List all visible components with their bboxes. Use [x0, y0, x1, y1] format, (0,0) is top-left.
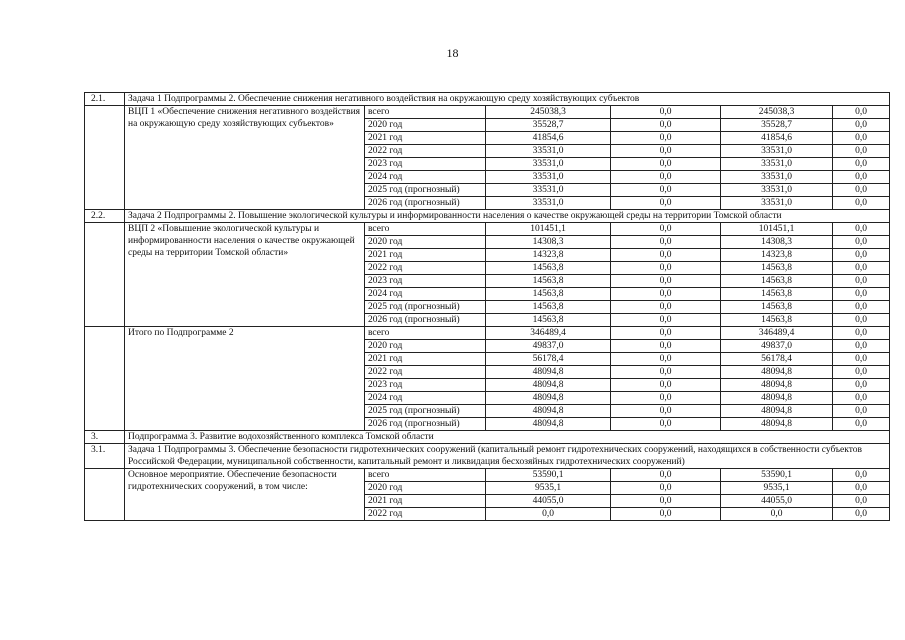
amount-cell: 0,0 — [611, 314, 721, 327]
amount-cell: 0,0 — [833, 495, 890, 508]
amount-cell: 101451,1 — [721, 223, 833, 236]
period-cell: 2026 год (прогнозный) — [365, 197, 486, 210]
section-row — [85, 210, 890, 223]
amount-cell: 0,0 — [833, 223, 890, 236]
amount-cell: 33531,0 — [486, 145, 611, 158]
amount-cell: 33531,0 — [486, 171, 611, 184]
amount-cell: 0,0 — [833, 106, 890, 119]
amount-cell: 14563,8 — [721, 314, 833, 327]
amount-cell: 0,0 — [611, 249, 721, 262]
amount-cell: 49837,0 — [486, 340, 611, 353]
amount-cell: 0,0 — [611, 495, 721, 508]
amount-cell: 0,0 — [611, 158, 721, 171]
amount-cell: 0,0 — [833, 353, 890, 366]
amount-cell: 0,0 — [833, 405, 890, 418]
program-name: ВЦП 2 «Повышение экологической культуры и информированности населения о качестве окружающей среды на территории Томской области» — [125, 223, 365, 327]
amount-cell: 0,0 — [611, 418, 721, 431]
amount-cell: 49837,0 — [721, 340, 833, 353]
period-cell: 2020 год — [365, 119, 486, 132]
period-cell: 2023 год — [365, 158, 486, 171]
amount-cell: 14563,8 — [486, 314, 611, 327]
amount-cell: 0,0 — [611, 508, 721, 521]
period-cell: 2021 год — [365, 249, 486, 262]
amount-cell: 48094,8 — [486, 418, 611, 431]
amount-cell: 53590,1 — [721, 469, 833, 482]
amount-cell: 14323,8 — [721, 249, 833, 262]
amount-cell: 14563,8 — [486, 301, 611, 314]
amount-cell: 0,0 — [833, 469, 890, 482]
amount-cell: 56178,4 — [486, 353, 611, 366]
amount-cell: 0,0 — [611, 469, 721, 482]
period-cell: 2024 год — [365, 171, 486, 184]
amount-cell: 0,0 — [833, 145, 890, 158]
period-cell: 2026 год (прогнозный) — [365, 314, 486, 327]
amount-cell: 33531,0 — [486, 197, 611, 210]
program-name: Основное мероприятие. Обеспечение безопасности гидротехнических сооружений, в том числе: — [125, 469, 365, 521]
section-title: Подпрограмма 3. Развитие водохозяйственного комплекса Томской области — [125, 431, 890, 444]
period-cell: 2021 год — [365, 132, 486, 145]
amount-cell: 0,0 — [611, 132, 721, 145]
amount-cell: 0,0 — [611, 223, 721, 236]
period-cell: 2023 год — [365, 275, 486, 288]
amount-cell: 14308,3 — [721, 236, 833, 249]
amount-cell: 0,0 — [611, 106, 721, 119]
amount-cell: 35528,7 — [721, 119, 833, 132]
amount-cell: 0,0 — [486, 508, 611, 521]
period-cell: 2025 год (прогнозный) — [365, 184, 486, 197]
amount-cell: 14563,8 — [486, 275, 611, 288]
amount-cell: 33531,0 — [486, 184, 611, 197]
table-row — [85, 327, 890, 340]
amount-cell: 9535,1 — [721, 482, 833, 495]
amount-cell: 0,0 — [833, 418, 890, 431]
amount-cell: 245038,3 — [486, 106, 611, 119]
amount-cell: 14563,8 — [486, 262, 611, 275]
period-cell: всего — [365, 327, 486, 340]
amount-cell: 0,0 — [611, 366, 721, 379]
amount-cell: 33531,0 — [721, 171, 833, 184]
amount-cell: 0,0 — [833, 236, 890, 249]
code-cell-empty — [85, 223, 125, 327]
amount-cell: 44055,0 — [486, 495, 611, 508]
code-cell-empty — [85, 469, 125, 521]
amount-cell: 0,0 — [611, 353, 721, 366]
period-cell: всего — [365, 223, 486, 236]
amount-cell: 14563,8 — [721, 288, 833, 301]
amount-cell: 48094,8 — [486, 379, 611, 392]
code-cell-empty — [85, 327, 125, 431]
period-cell: 2020 год — [365, 236, 486, 249]
amount-cell: 0,0 — [833, 275, 890, 288]
table-row — [85, 223, 890, 236]
section-row — [85, 444, 890, 469]
amount-cell: 0,0 — [611, 379, 721, 392]
amount-cell: 0,0 — [611, 236, 721, 249]
period-cell: 2024 год — [365, 392, 486, 405]
period-cell: всего — [365, 106, 486, 119]
amount-cell: 101451,1 — [486, 223, 611, 236]
period-cell: 2022 год — [365, 145, 486, 158]
amount-cell: 14563,8 — [721, 301, 833, 314]
amount-cell: 48094,8 — [721, 418, 833, 431]
period-cell: 2024 год — [365, 288, 486, 301]
code-cell-empty — [85, 106, 125, 210]
amount-cell: 53590,1 — [486, 469, 611, 482]
section-title: Задача 1 Подпрограммы 2. Обеспечение снижения негативного воздействия на окружающую среду хозяйствующих субъектов — [125, 93, 890, 106]
section-row — [85, 93, 890, 106]
period-cell: 2022 год — [365, 366, 486, 379]
amount-cell: 44055,0 — [721, 495, 833, 508]
period-cell: всего — [365, 469, 486, 482]
amount-cell: 0,0 — [833, 197, 890, 210]
period-cell: 2026 год (прогнозный) — [365, 418, 486, 431]
period-cell: 2025 год (прогнозный) — [365, 301, 486, 314]
amount-cell: 0,0 — [833, 249, 890, 262]
amount-cell: 0,0 — [611, 482, 721, 495]
program-name: Итого по Подпрограмме 2 — [125, 327, 365, 431]
table-row — [85, 106, 890, 119]
amount-cell: 0,0 — [833, 262, 890, 275]
amount-cell: 48094,8 — [486, 405, 611, 418]
amount-cell: 0,0 — [611, 301, 721, 314]
amount-cell: 0,0 — [833, 158, 890, 171]
amount-cell: 9535,1 — [486, 482, 611, 495]
amount-cell: 0,0 — [833, 508, 890, 521]
amount-cell: 35528,7 — [486, 119, 611, 132]
amount-cell: 14563,8 — [721, 262, 833, 275]
amount-cell: 0,0 — [611, 184, 721, 197]
amount-cell: 0,0 — [611, 275, 721, 288]
amount-cell: 0,0 — [833, 379, 890, 392]
amount-cell: 14563,8 — [721, 275, 833, 288]
period-cell: 2023 год — [365, 379, 486, 392]
amount-cell: 0,0 — [833, 288, 890, 301]
section-code: 3.1. — [85, 444, 125, 469]
amount-cell: 0,0 — [833, 301, 890, 314]
program-name: ВЦП 1 «Обеспечение снижения негативного воздействия на окружающую среду хозяйствующих субъектов» — [125, 106, 365, 210]
period-cell: 2021 год — [365, 353, 486, 366]
amount-cell: 0,0 — [611, 405, 721, 418]
section-code: 2.2. — [85, 210, 125, 223]
table-body — [85, 93, 890, 521]
section-row — [85, 431, 890, 444]
amount-cell: 0,0 — [833, 340, 890, 353]
budget-table — [84, 92, 890, 521]
page-number: 18 — [446, 46, 459, 60]
period-cell: 2025 год (прогнозный) — [365, 405, 486, 418]
amount-cell: 14323,8 — [486, 249, 611, 262]
amount-cell: 0,0 — [611, 262, 721, 275]
section-title: Задача 1 Подпрограммы 3. Обеспечение безопасности гидротехнических сооружений (капитальный ремонт гидротехнических сооружений, находящихся в собственности субъектов Российской Федерации, муниципальной собственности, капитальный ремонт и ликвидация бесхозяйных гидротехнических сооружений) — [125, 444, 890, 469]
amount-cell: 245038,3 — [721, 106, 833, 119]
amount-cell: 0,0 — [611, 327, 721, 340]
amount-cell: 0,0 — [833, 119, 890, 132]
period-cell: 2021 год — [365, 495, 486, 508]
amount-cell: 0,0 — [833, 392, 890, 405]
amount-cell: 0,0 — [611, 119, 721, 132]
amount-cell: 0,0 — [833, 171, 890, 184]
amount-cell: 48094,8 — [486, 392, 611, 405]
period-cell: 2020 год — [365, 340, 486, 353]
amount-cell: 33531,0 — [721, 184, 833, 197]
section-title: Задача 2 Подпрограммы 2. Повышение экологической культуры и информированности населения о качестве окружающей среды на территории Томской области — [125, 210, 890, 223]
amount-cell: 0,0 — [833, 184, 890, 197]
amount-cell: 0,0 — [833, 327, 890, 340]
amount-cell: 346489,4 — [721, 327, 833, 340]
period-cell: 2022 год — [365, 262, 486, 275]
amount-cell: 33531,0 — [721, 158, 833, 171]
amount-cell: 0,0 — [833, 482, 890, 495]
amount-cell: 41854,6 — [486, 132, 611, 145]
amount-cell: 48094,8 — [486, 366, 611, 379]
amount-cell: 346489,4 — [486, 327, 611, 340]
amount-cell: 48094,8 — [721, 379, 833, 392]
amount-cell: 14563,8 — [486, 288, 611, 301]
section-code: 2.1. — [85, 93, 125, 106]
amount-cell: 48094,8 — [721, 366, 833, 379]
amount-cell: 0,0 — [611, 392, 721, 405]
amount-cell: 0,0 — [611, 197, 721, 210]
amount-cell: 0,0 — [611, 145, 721, 158]
amount-cell: 48094,8 — [721, 405, 833, 418]
amount-cell: 14308,3 — [486, 236, 611, 249]
amount-cell: 0,0 — [833, 132, 890, 145]
amount-cell: 0,0 — [721, 508, 833, 521]
table-row — [85, 469, 890, 482]
amount-cell: 33531,0 — [721, 197, 833, 210]
amount-cell: 0,0 — [611, 340, 721, 353]
section-code: 3. — [85, 431, 125, 444]
amount-cell: 0,0 — [833, 314, 890, 327]
period-cell: 2020 год — [365, 482, 486, 495]
amount-cell: 0,0 — [833, 366, 890, 379]
amount-cell: 56178,4 — [721, 353, 833, 366]
period-cell: 2022 год — [365, 508, 486, 521]
amount-cell: 41854,6 — [721, 132, 833, 145]
amount-cell: 0,0 — [611, 288, 721, 301]
amount-cell: 48094,8 — [721, 392, 833, 405]
amount-cell: 33531,0 — [486, 158, 611, 171]
amount-cell: 0,0 — [611, 171, 721, 184]
amount-cell: 33531,0 — [721, 145, 833, 158]
